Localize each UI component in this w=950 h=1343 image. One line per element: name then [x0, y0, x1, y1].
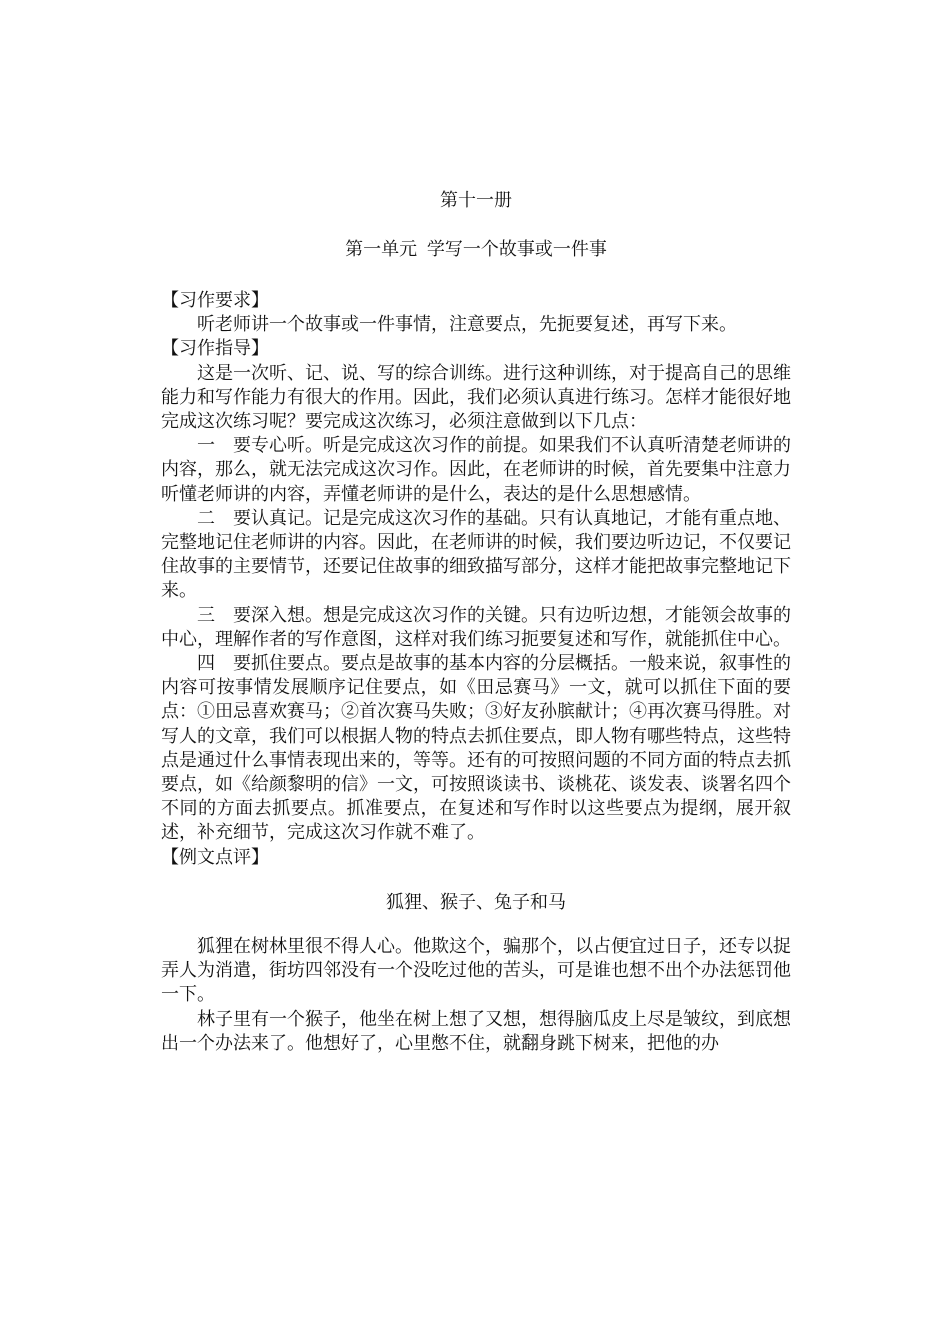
guidance-point-2: 二 要认真记。记是完成这次习作的基础。只有认真地记，才能有重点地、完整地记住老师讲的内容。因此，在老师讲的时候，我们要边听边记，不仅要记住故事的主要情节，还要记住故事的细致描写部分，这样才能把故事完整地记下来。	[161, 507, 791, 602]
guidance-intro: 这是一次听、记、说、写的综合训练。进行这种训练，对于提高自己的思维能力和写作能力有很大的作用。因此，我们必须认真进行练习。怎样才能很好地完成这次练习呢？要完成这次练习，必须注意做到以下几点：	[161, 362, 791, 433]
book-title: 第十一册	[440, 190, 512, 211]
guidance-point-3: 三 要深入想。想是完成这次习作的关键。只有边听边想，才能领会故事的中心，理解作者的写作意图，这样对我们练习扼要复述和写作，就能抓住中心。	[161, 604, 791, 650]
document-body	[161, 289, 791, 1056]
guidance-point-1: 一 要专心听。听是完成这次习作的前提。如果我们不认真听清楚老师讲的内容，那么，就无法完成这次习作。因此，在老师讲的时候，首先要集中注意力听懂老师讲的内容，弄懂老师讲的是什么，表达的是什么思想感情。	[161, 435, 791, 505]
guidance-heading: 【习作指导】	[161, 338, 269, 360]
guidance-point-4: 四 要抓住要点。要点是故事的基本内容的分层概括。一般来说，叙事性的内容可按事情发展顺序记住要点，如《田忌赛马》一文，就可以抓住下面的要点：①田忌喜欢赛马；②首次赛马失败；③好友孙膑献计；④再次赛马得胜。对写人的文章，我们可以根据人物的特点去抓住要点，即人物有哪些特点，这些特点是通过什么事情表现出来的，等等。还有的可按照问题的不同方面的特点去抓要点，如《给颜黎明的信》一文，可按照谈读书、谈桃花、谈发表、谈署名四个不同的方面去抓要点。抓准要点，在复述和写作时以这些要点为提纲，展开叙述，补充细节，完成这次习作就不难了。	[161, 653, 791, 844]
example-heading: 【例文点评】	[161, 846, 269, 868]
example-paragraph-2: 林子里有一个猴子，他坐在树上想了又想，想得脑瓜皮上尽是皱纹，到底想出一个办法来了。他想好了，心里憋不住，就翻身跳下树来，把他的办	[161, 1008, 791, 1054]
requirement-text: 听老师讲一个故事或一件事情，注意要点，先扼要复述，再写下来。	[197, 314, 737, 336]
example-paragraph-1: 狐狸在树林里很不得人心。他欺这个，骗那个，以占便宜过日子，还专以捉弄人为消遣，街坊四邻没有一个没吃过他的苦头，可是谁也想不出个办法惩罚他一下。	[161, 936, 791, 1006]
requirement-heading: 【习作要求】	[161, 290, 269, 311]
unit-title: 第一单元 学写一个故事或一件事	[345, 239, 607, 260]
example-title: 狐狸、猴子、兔子和马	[386, 891, 566, 913]
